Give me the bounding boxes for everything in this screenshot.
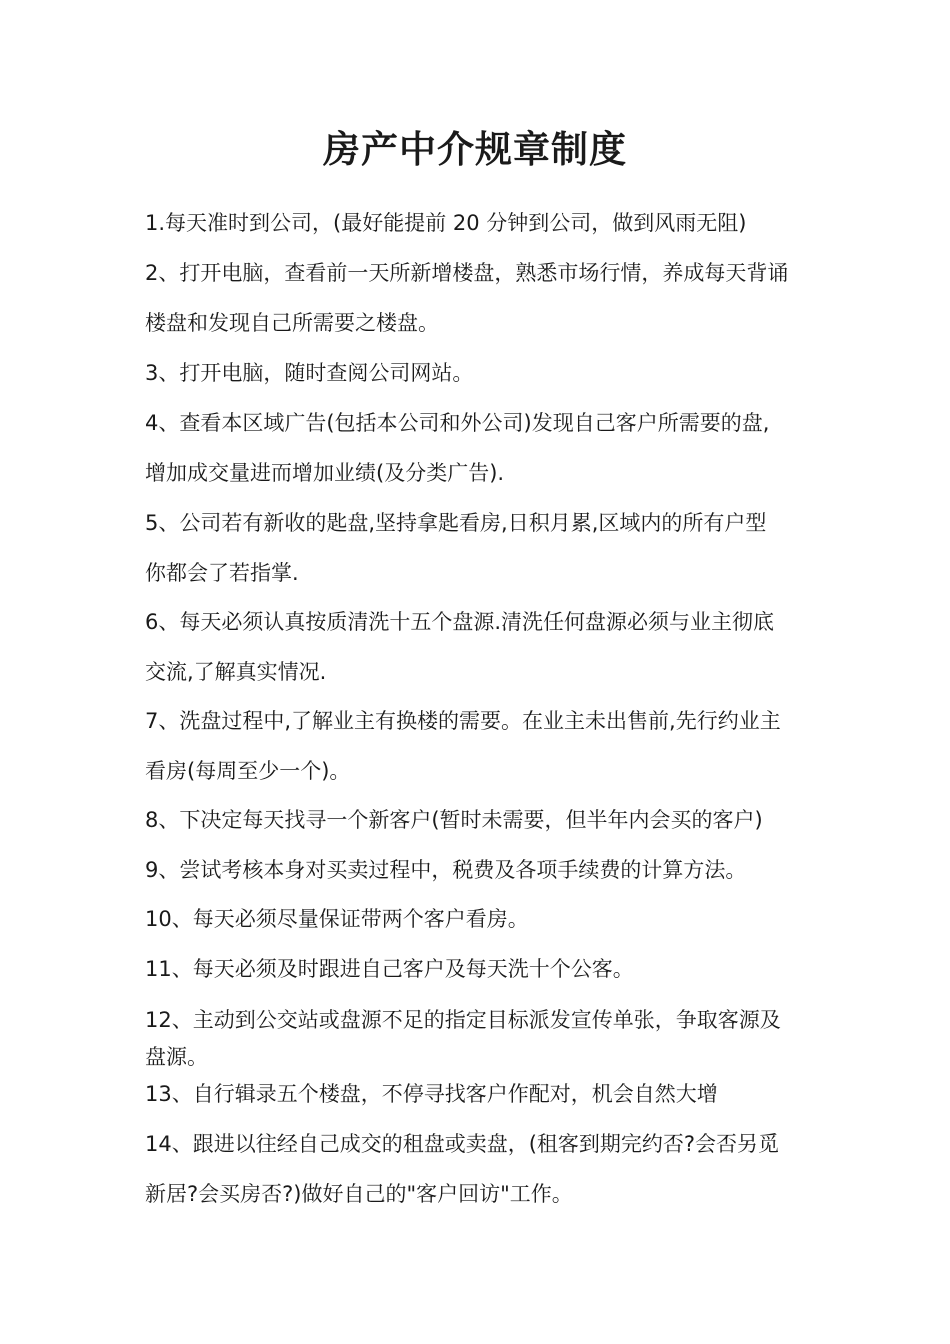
- rule-1-line-1: 1.每天准时到公司，(最好能提前 20 分钟到公司，做到风雨无阻): [145, 211, 747, 235]
- rule-6-line-2: 交流,了解真实情况.: [145, 660, 327, 684]
- rule-11: [145, 944, 813, 994]
- rule-9-line-1: 9、尝试考核本身对买卖过程中，税费及各项手续费的计算方法。: [145, 858, 747, 882]
- rule-7: [145, 696, 813, 796]
- rule-12: [145, 1002, 813, 1076]
- rule-5-line-1: 5、公司若有新收的匙盘,坚持拿匙看房,日积月累,区域内的所有户型: [145, 511, 767, 535]
- rule-1: [145, 198, 813, 248]
- rule-5-line-2: 你都会了若指掌.: [145, 561, 299, 585]
- rule-2-line-2: 楼盘和发现自己所需要之楼盘。: [145, 311, 439, 335]
- rule-6-line-1: 6、每天必须认真按质清洗十五个盘源.清洗任何盘源必须与业主彻底: [145, 610, 775, 634]
- rule-3: [145, 348, 813, 398]
- rule-13-line-1: 13、自行辑录五个楼盘，不停寻找客户作配对，机会自然大增: [145, 1082, 718, 1106]
- rule-8-line-1: 8、下决定每天找寻一个新客户(暂时未需要，但半年内会买的客户): [145, 808, 763, 832]
- rule-14: [145, 1119, 813, 1219]
- rule-4-line-1: 4、查看本区域广告(包括本公司和外公司)发现自己客户所需要的盘,: [145, 411, 770, 435]
- rule-7-line-1: 7、洗盘过程中,了解业主有换楼的需要。在业主未出售前,先行约业主: [145, 709, 781, 733]
- rule-2-line-1: 2、打开电脑，查看前一天所新增楼盘，熟悉市场行情，养成每天背诵: [145, 261, 789, 285]
- rule-3-line-1: 3、打开电脑，随时查阅公司网站。: [145, 361, 474, 385]
- rule-4-line-2: 增加成交量进而增加业绩(及分类广告).: [145, 461, 505, 485]
- rule-14-line-2: 新居?会买房否?)做好自己的"客户回访"工作。: [145, 1182, 573, 1206]
- rule-4: [145, 398, 813, 498]
- rule-5: [145, 498, 813, 598]
- rule-2: [145, 248, 813, 348]
- rule-11-line-1: 11、每天必须及时跟进自己客户及每天洗十个公客。: [145, 957, 634, 981]
- rule-9: [145, 845, 813, 895]
- rule-13: [145, 1069, 813, 1119]
- rule-12-line-1: 12、主动到公交站或盘源不足的指定目标派发宣传单张，争取客源及: [145, 1008, 781, 1032]
- rule-8: [145, 795, 813, 845]
- rule-6: [145, 597, 813, 697]
- rule-10-line-1: 10、每天必须尽量保证带两个客户看房。: [145, 907, 529, 931]
- rule-14-line-1: 14、跟进以往经自己成交的租盘或卖盘，(租客到期完约否?会否另觅: [145, 1132, 780, 1156]
- rule-7-line-2: 看房(每周至少一个)。: [145, 759, 351, 783]
- rule-10: [145, 894, 813, 944]
- document-title: 房产中介规章制度: [323, 128, 627, 171]
- rule-12-line-2: 盘源。: [145, 1045, 208, 1069]
